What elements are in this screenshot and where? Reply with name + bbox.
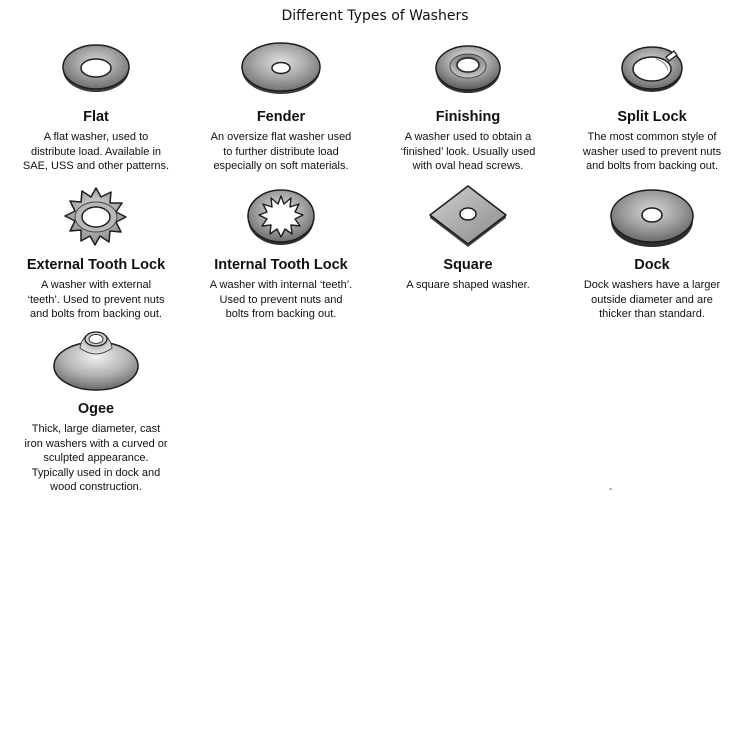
washer-description: Dock washers have a larger outside diameter and are thicker than standard. [583,279,721,320]
washer-card-fender [191,34,371,174]
stray-mark [609,488,612,490]
washer-description: A washer with internal ‘teeth’. Used to prevent nuts and bolts from backing out. [209,279,353,320]
washer-title: Finishing [435,109,501,125]
flat-washer-icon [6,34,186,102]
washer-title: Square [443,257,493,273]
washer-title: Dock [634,257,670,273]
split-lock-washer-icon [562,34,742,102]
washer-description: A square shaped washer. [406,279,530,291]
washer-description: An oversize flat washer used to further distribute load especially on soft materials. [210,131,352,172]
washer-description: A washer used to obtain a ‘finished’ look. Usually used with oval head screws. [400,131,536,172]
fender-washer-icon [191,34,371,102]
washer-title: Split Lock [617,109,687,125]
washer-card-dock [562,182,742,322]
washer-card-ogee [6,324,186,495]
washer-card-external-tooth-lock [6,182,186,322]
washer-title: Flat [83,109,109,125]
washer-card-flat [6,34,186,174]
washer-card-finishing [378,34,558,174]
square-washer-icon [378,182,558,250]
ogee-washer-icon [6,324,186,394]
washer-description: A washer with external ‘teeth’. Used to prevent nuts and bolts from backing out. [27,279,165,320]
washer-description: Thick, large diameter, cast iron washers with a curved or sculpted appearance. Typically used in dock and wood construction. [24,423,168,493]
washer-title: External Tooth Lock [26,257,166,273]
internal-tooth-lock-washer-icon [191,182,371,250]
washer-description: A flat washer, used to distribute load. Available in SAE, USS and other patterns. [22,131,170,172]
washer-title: Ogee [77,401,115,417]
finishing-washer-icon [378,34,558,102]
washer-title: Internal Tooth Lock [214,257,348,273]
washer-card-square [378,182,558,293]
washer-title: Fender [256,109,306,125]
washer-card-split-lock [562,34,742,174]
external-tooth-lock-washer-icon [6,182,186,250]
washer-card-internal-tooth-lock [191,182,371,322]
page-title: Different Types of Washers [281,8,469,24]
washer-description: The most common style of washer used to prevent nuts and bolts from backing out. [582,131,722,172]
dock-washer-icon [562,182,742,250]
